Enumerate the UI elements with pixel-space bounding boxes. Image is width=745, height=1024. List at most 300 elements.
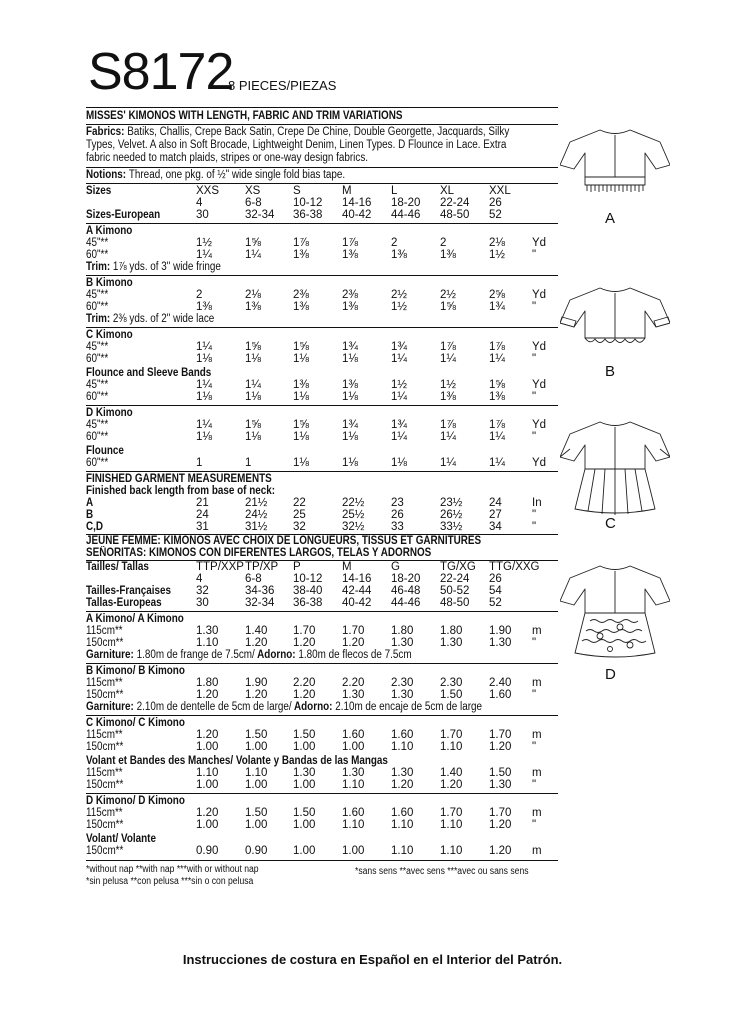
size-code-cell: L xyxy=(391,185,398,197)
finished-cell: 33 xyxy=(391,521,404,533)
fabrics-line: Fabrics: Batiks, Challis, Crepe Back Satin, Crepe De Chine, Double Georgette, Jacquards, Silky xyxy=(86,126,510,138)
meterage-cell: 1.70 xyxy=(440,807,463,819)
yardage-unit: Yd xyxy=(532,237,547,249)
meterage-cell: 1.60 xyxy=(342,807,365,819)
finished-cell: 26 xyxy=(391,509,404,521)
meterage-cell: 1.40 xyxy=(245,625,268,637)
yardage-cell: 1⅜ xyxy=(245,301,261,313)
yardage-cell: 1¼ xyxy=(440,457,456,469)
yardage-unit: Yd xyxy=(532,289,547,301)
meterage-unit: " xyxy=(532,819,537,831)
finished-cell: 32 xyxy=(293,521,306,533)
yardage-cell: 1⅞ xyxy=(489,341,505,353)
meterage-cell: 1.90 xyxy=(489,625,512,637)
metric-width-label xyxy=(86,741,129,754)
meterage-cell: 1.00 xyxy=(342,741,365,753)
yardage-unit: " xyxy=(532,301,537,313)
yardage-cell: 1⅜ xyxy=(440,391,456,403)
meterage-cell: 1.10 xyxy=(440,819,463,831)
divider xyxy=(86,471,558,472)
finished-cell: 21½ xyxy=(245,497,268,509)
label-text: 60"** xyxy=(86,301,109,313)
meterage-cell: 1.00 xyxy=(245,779,268,791)
meterage-cell: 1.50 xyxy=(293,807,316,819)
meterage-cell: 1.10 xyxy=(440,741,463,753)
sizes-label xyxy=(86,185,115,198)
trim-label: Trim: xyxy=(86,313,113,325)
yardage-cell: 1⅛ xyxy=(293,457,309,469)
yardage-cell: 1¼ xyxy=(196,249,212,261)
width-label xyxy=(86,431,112,444)
yardage-cell: 1½ xyxy=(489,249,505,261)
meterage-cell: 1.70 xyxy=(440,729,463,741)
label-text: 115cm** xyxy=(86,729,123,741)
finished-cell: 22 xyxy=(293,497,306,509)
metric-size-number-cell: 18-20 xyxy=(391,573,421,585)
meterage-cell: 1.30 xyxy=(391,767,414,779)
trim-line: Trim: 1⅞ yds. of 3" wide fringe xyxy=(86,261,221,273)
label-text: 150cm** xyxy=(86,741,124,753)
metric-size-number-cell: 6-8 xyxy=(245,573,262,585)
trim-label: Trim: xyxy=(86,261,113,273)
meterage-cell: 1.60 xyxy=(342,729,365,741)
spanish-instructions-note: Instrucciones de costura en Español en el Interior del Patrón. xyxy=(182,952,563,967)
size-number-cell: 10-12 xyxy=(293,197,323,209)
width-label xyxy=(86,457,112,470)
yardage-cell: 1½ xyxy=(440,379,456,391)
label-text: C,D xyxy=(86,521,104,533)
metric-size-code-cell: M xyxy=(342,561,352,573)
finished-cell: 25½ xyxy=(342,509,365,521)
meterage-cell: 1.20 xyxy=(245,637,268,649)
yardage-cell: 1⅛ xyxy=(245,391,261,403)
yardage-cell: 1⅜ xyxy=(293,301,309,313)
size-number-cell: 26 xyxy=(489,197,502,209)
label-text: 45"** xyxy=(86,289,109,301)
label-text: Flounce and Sleeve Bands xyxy=(86,367,212,379)
yardage-cell: 1¼ xyxy=(489,431,505,443)
meterage-cell: 1.00 xyxy=(293,779,316,791)
title-spanish xyxy=(86,547,487,560)
meterage-cell: 1.00 xyxy=(196,741,219,753)
finished-cell: 26½ xyxy=(440,509,463,521)
finished-cell: 31 xyxy=(196,521,209,533)
label-text: 115cm** xyxy=(86,677,123,689)
yardage-cell: 1⅝ xyxy=(245,237,261,249)
metric-trim-text xyxy=(86,649,465,662)
yardage-cell: 2⅝ xyxy=(489,289,505,301)
yardage-cell: 1¾ xyxy=(391,419,407,431)
yardage-cell: 1¾ xyxy=(489,301,505,313)
label-text: B Kimono xyxy=(86,277,133,289)
yardage-cell: 1¼ xyxy=(440,431,456,443)
divider xyxy=(86,327,558,328)
meterage-cell: 1.60 xyxy=(489,689,512,701)
metric-trim-line: Garniture: 2.10m de dentelle de 5cm de large/ Adorno: 2.10m de encaje de 5cm de large xyxy=(86,701,483,713)
view-b-label: B xyxy=(605,363,616,380)
size-french-cell: 32 xyxy=(196,585,209,597)
size-spanish-cell: 52 xyxy=(489,597,502,609)
meterage-cell: 1.00 xyxy=(293,819,316,831)
yardage-cell: 1⅛ xyxy=(391,457,407,469)
size-number-cell: 18-20 xyxy=(391,197,421,209)
finished-unit: " xyxy=(532,521,537,533)
meterage-cell: 1.10 xyxy=(440,845,463,857)
notions-label: Notions: xyxy=(86,169,129,181)
notions-text xyxy=(86,169,387,182)
yardage-cell: 1½ xyxy=(196,237,212,249)
fabrics-line: fabric needed to match plaids, stripes or one-way design fabrics. xyxy=(86,152,369,164)
meterage-cell: 2.30 xyxy=(440,677,463,689)
size-code-cell: XXL xyxy=(489,185,511,197)
meterage-cell: 1.30 xyxy=(391,637,414,649)
trim-text xyxy=(86,261,243,274)
size-code-cell: XS xyxy=(245,185,261,197)
size-spanish-cell: 40-42 xyxy=(342,597,372,609)
size-european-cell: 44-46 xyxy=(391,209,421,221)
label-text: 60"** xyxy=(86,391,109,403)
finished-cell: 23 xyxy=(391,497,404,509)
metric-width-label xyxy=(86,819,129,832)
yardage-cell: 1⅝ xyxy=(489,379,505,391)
metric-sizes-label xyxy=(86,561,159,574)
pattern-number: S8172 xyxy=(88,43,234,101)
divider xyxy=(86,167,558,168)
yardage-cell: 1⅜ xyxy=(293,379,309,391)
label-text: 115cm** xyxy=(86,767,123,779)
meterage-unit: m xyxy=(532,807,542,819)
size-spanish-cell: 36-38 xyxy=(293,597,323,609)
metric-width-label xyxy=(86,845,129,858)
yardage-cell: 2 xyxy=(196,289,203,301)
yardage-cell: 2⅜ xyxy=(342,289,358,301)
meterage-cell: 1.10 xyxy=(391,741,414,753)
label-text: FINISHED GARMENT MEASUREMENTS xyxy=(86,473,272,485)
meterage-unit: m xyxy=(532,845,542,857)
yardage-cell: 1¼ xyxy=(440,353,456,365)
label-text: C Kimono/ C Kimono xyxy=(86,717,185,729)
label-text: 150cm** xyxy=(86,819,124,831)
yardage-cell: 1⅜ xyxy=(391,249,407,261)
size-european-cell: 48-50 xyxy=(440,209,470,221)
yardage-cell: 1¾ xyxy=(391,341,407,353)
meterage-cell: 1.70 xyxy=(342,625,365,637)
finished-cell: 27 xyxy=(489,509,502,521)
meterage-cell: 2.20 xyxy=(293,677,316,689)
finished-cell: 24 xyxy=(489,497,502,509)
yardage-cell: 1⅛ xyxy=(342,353,358,365)
metric-width-label xyxy=(86,779,129,792)
label-text: A Kimono/ A Kimono xyxy=(86,613,184,625)
label-text: 60"** xyxy=(86,249,109,261)
yardage-unit: " xyxy=(532,391,537,403)
yardage-cell: 1¼ xyxy=(196,341,212,353)
yardage-cell: 1¾ xyxy=(342,419,358,431)
yardage-cell: 1⅞ xyxy=(342,237,358,249)
adorno-label: Adorno: xyxy=(254,649,299,661)
finished-cell: 21 xyxy=(196,497,209,509)
note-text: *without nap **with nap ***with or without nap xyxy=(86,864,259,875)
note-text: *sin pelusa **con pelusa ***sin o con pelusa xyxy=(86,876,254,887)
meterage-cell: 2.30 xyxy=(391,677,414,689)
meterage-cell: 1.70 xyxy=(489,729,512,741)
size-french-cell: 54 xyxy=(489,585,502,597)
trim-text xyxy=(86,313,235,326)
size-code-cell: XL xyxy=(440,185,455,197)
label-text: Tailles/ Tallas xyxy=(86,561,149,573)
width-label xyxy=(86,353,112,366)
note-text: *sans sens **avec sens ***avec ou sans sens xyxy=(355,866,529,877)
yardage-cell: 1⅞ xyxy=(489,419,505,431)
size-number-cell: 4 xyxy=(196,197,203,209)
meterage-cell: 1.10 xyxy=(342,819,365,831)
meterage-cell: 1.20 xyxy=(489,819,512,831)
yardage-cell: 1⅛ xyxy=(245,353,261,365)
yardage-cell: 1⅜ xyxy=(293,249,309,261)
meterage-cell: 1.20 xyxy=(489,741,512,753)
meterage-cell: 1.20 xyxy=(245,689,268,701)
meterage-cell: 1.30 xyxy=(196,625,219,637)
meterage-cell: 1.30 xyxy=(293,767,316,779)
nap-note-french xyxy=(355,865,557,878)
meterage-cell: 1.80 xyxy=(196,677,219,689)
yardage-cell: 1⅜ xyxy=(342,301,358,313)
yardage-cell: 1¼ xyxy=(489,457,505,469)
meterage-cell: 1.30 xyxy=(440,637,463,649)
meterage-cell: 1.00 xyxy=(196,779,219,791)
view-c-sketch xyxy=(560,422,670,515)
metric-size-number-cell: 10-12 xyxy=(293,573,323,585)
label-text: Sizes-European xyxy=(86,209,161,221)
sizes-european-label xyxy=(86,209,172,222)
garniture-label: Garniture: xyxy=(86,701,137,713)
divider xyxy=(86,793,558,794)
meterage-cell: 1.80 xyxy=(391,625,414,637)
label-text: D Kimono/ D Kimono xyxy=(86,795,185,807)
finished-cell: 24 xyxy=(196,509,209,521)
meterage-unit: m xyxy=(532,625,542,637)
view-sketches xyxy=(560,125,670,695)
yardage-cell: 1⅛ xyxy=(342,457,358,469)
yardage-cell: 1 xyxy=(245,457,252,469)
label-text: Finished back length from base of neck: xyxy=(86,485,276,497)
fabrics-line: Types, Velvet. A also in Soft Brocade, Lightweight Denim, Linen Types. D Flounce in Lace. Extra xyxy=(86,139,507,151)
size-spanish-cell: 44-46 xyxy=(391,597,421,609)
meterage-cell: 1.40 xyxy=(440,767,463,779)
finished-cell: 25 xyxy=(293,509,306,521)
metric-size-number-cell: 26 xyxy=(489,573,502,585)
size-spanish-cell: 32-34 xyxy=(245,597,275,609)
meterage-cell: 1.10 xyxy=(196,767,219,779)
meterage-cell: 1.70 xyxy=(489,807,512,819)
size-european-cell: 52 xyxy=(489,209,502,221)
piece-count: 8 PIECES/PIEZAS xyxy=(228,78,337,93)
yardage-cell: 1⅛ xyxy=(245,431,261,443)
meterage-cell: 1.10 xyxy=(391,819,414,831)
divider xyxy=(86,860,558,861)
meterage-cell: 1.20 xyxy=(196,729,219,741)
meterage-cell: 1.50 xyxy=(245,807,268,819)
nap-note-spanish xyxy=(86,875,281,888)
meterage-cell: 1.70 xyxy=(293,625,316,637)
label-text: D Kimono xyxy=(86,407,133,419)
meterage-cell: 1.20 xyxy=(196,807,219,819)
size-number-cell: 14-16 xyxy=(342,197,372,209)
size-number-cell: 22-24 xyxy=(440,197,470,209)
meterage-cell: 0.90 xyxy=(245,845,268,857)
size-european-cell: 36-38 xyxy=(293,209,323,221)
divider xyxy=(86,107,558,108)
divider xyxy=(86,715,558,716)
metric-size-number-cell: 4 xyxy=(196,573,203,585)
view-a-sketch xyxy=(560,130,670,192)
yardage-cell: 1¼ xyxy=(391,391,407,403)
yardage-cell: 1⅞ xyxy=(440,341,456,353)
meterage-cell: 0.90 xyxy=(196,845,219,857)
yardage-unit: Yd xyxy=(532,457,547,469)
meterage-cell: 1.30 xyxy=(342,767,365,779)
fabrics-text xyxy=(86,126,578,165)
finished-cell: 23½ xyxy=(440,497,463,509)
finished-unit: " xyxy=(532,509,537,521)
yardage-cell: 1⅜ xyxy=(196,301,212,313)
label-text: 60"** xyxy=(86,457,109,469)
meterage-cell: 1.00 xyxy=(293,741,316,753)
divider xyxy=(86,183,558,184)
meterage-cell: 1.50 xyxy=(293,729,316,741)
meterage-unit: " xyxy=(532,741,537,753)
label-text: B xyxy=(86,509,94,521)
yardage-cell: 1⅛ xyxy=(342,431,358,443)
yardage-cell: 1⅛ xyxy=(293,353,309,365)
finished-cell: 24½ xyxy=(245,509,268,521)
meterage-cell: 1.60 xyxy=(391,807,414,819)
divider xyxy=(86,405,558,406)
yardage-unit: " xyxy=(532,431,537,443)
meterage-cell: 1.00 xyxy=(245,819,268,831)
adorno-label: Adorno: xyxy=(291,701,336,713)
yardage-cell: 2⅛ xyxy=(489,237,505,249)
size-spanish-cell: 48-50 xyxy=(440,597,470,609)
yardage-cell: 1⅜ xyxy=(342,379,358,391)
yardage-cell: 1⅛ xyxy=(293,391,309,403)
meterage-cell: 1.20 xyxy=(342,637,365,649)
label-text: Tallas-Europeas xyxy=(86,597,162,609)
metric-size-code-cell: TTP/XXP xyxy=(196,561,244,573)
size-french-cell: 50-52 xyxy=(440,585,470,597)
meterage-cell: 1.10 xyxy=(391,845,414,857)
size-french-cell: 34-36 xyxy=(245,585,275,597)
label-text: JEUNE FEMME: KIMONOS AVEC CHOIX DE LONGUEURS, TISSUS ET GARNITURES xyxy=(86,535,482,547)
yardage-unit: " xyxy=(532,249,537,261)
size-european-cell: 40-42 xyxy=(342,209,372,221)
fabrics-label: Fabrics: xyxy=(86,126,128,138)
view-d-label: D xyxy=(605,666,616,683)
finished-cell: 33½ xyxy=(440,521,463,533)
yardage-cell: 1½ xyxy=(391,301,407,313)
yardage-cell: 1⅝ xyxy=(293,419,309,431)
yardage-cell: 1¼ xyxy=(245,379,261,391)
yardage-cell: 1⅜ xyxy=(342,249,358,261)
yardage-cell: 1¼ xyxy=(391,353,407,365)
meterage-cell: 1.00 xyxy=(245,741,268,753)
meterage-cell: 1.30 xyxy=(391,689,414,701)
metric-size-code-cell: TG/XG xyxy=(440,561,476,573)
size-number-cell: 6-8 xyxy=(245,197,262,209)
meterage-unit: " xyxy=(532,689,537,701)
yardage-cell: 1¼ xyxy=(245,249,261,261)
yardage-cell: 1⅝ xyxy=(245,341,261,353)
yardage-cell: 1⅝ xyxy=(440,301,456,313)
size-spanish-cell: 30 xyxy=(196,597,209,609)
yardage-unit: Yd xyxy=(532,379,547,391)
yardage-cell: 1½ xyxy=(391,379,407,391)
metric-size-code-cell: P xyxy=(293,561,301,573)
divider xyxy=(86,275,558,276)
size-french-cell: 38-40 xyxy=(293,585,323,597)
view-c-label: C xyxy=(605,515,616,532)
finished-label xyxy=(86,521,106,534)
meterage-cell: 1.10 xyxy=(196,637,219,649)
meterage-unit: m xyxy=(532,677,542,689)
meterage-cell: 1.60 xyxy=(391,729,414,741)
yardage-cell: 1¼ xyxy=(489,353,505,365)
meterage-unit: " xyxy=(532,637,537,649)
meterage-cell: 1.10 xyxy=(245,767,268,779)
label-text: 45"** xyxy=(86,419,109,431)
width-label xyxy=(86,391,112,404)
label-text: 115cm** xyxy=(86,625,123,637)
yardage-unit: Yd xyxy=(532,419,547,431)
yardage-cell: 1⅛ xyxy=(196,391,212,403)
yardage-cell: 1¼ xyxy=(391,431,407,443)
meterage-cell: 1.30 xyxy=(489,779,512,791)
yardage-cell: 2½ xyxy=(391,289,407,301)
divider xyxy=(86,663,558,664)
metric-size-code-cell: G xyxy=(391,561,400,573)
meterage-cell: 1.00 xyxy=(342,845,365,857)
yardage-cell: 1¼ xyxy=(196,419,212,431)
yardage-cell: 1 xyxy=(196,457,203,469)
metric-size-number-cell: 22-24 xyxy=(440,573,470,585)
size-french-cell: 42-44 xyxy=(342,585,372,597)
meterage-cell: 1.00 xyxy=(196,819,219,831)
garniture-label: Garniture: xyxy=(86,649,137,661)
yardage-cell: 1⅛ xyxy=(342,391,358,403)
yardage-cell: 1¼ xyxy=(196,379,212,391)
yardage-cell: 2½ xyxy=(440,289,456,301)
yardage-cell: 2 xyxy=(391,237,398,249)
yardage-unit: " xyxy=(532,353,537,365)
meterage-cell: 1.20 xyxy=(196,689,219,701)
label-text: A xyxy=(86,497,94,509)
meterage-cell: 1.00 xyxy=(293,845,316,857)
finished-unit: In xyxy=(532,497,542,509)
title-english xyxy=(86,110,454,123)
notions-line: Notions: Thread, one pkg. of ½" wide single fold bias tape. xyxy=(86,169,346,181)
label-text: 150cm** xyxy=(86,779,124,791)
finished-cell: 31½ xyxy=(245,521,268,533)
label-text: 115cm** xyxy=(86,807,123,819)
label-text: C Kimono xyxy=(86,329,133,341)
label-text: 45"** xyxy=(86,379,109,391)
label-text: Volant et Bandes des Manches/ Volante y Bandas de las Mangas xyxy=(86,755,388,767)
trim-line: Trim: 2⅜ yds. of 2" wide lace xyxy=(86,313,215,325)
label-text: Sizes xyxy=(86,185,112,197)
meterage-cell: 1.30 xyxy=(489,637,512,649)
label-text: Tailles-Françaises xyxy=(86,585,172,597)
divider xyxy=(86,124,558,125)
